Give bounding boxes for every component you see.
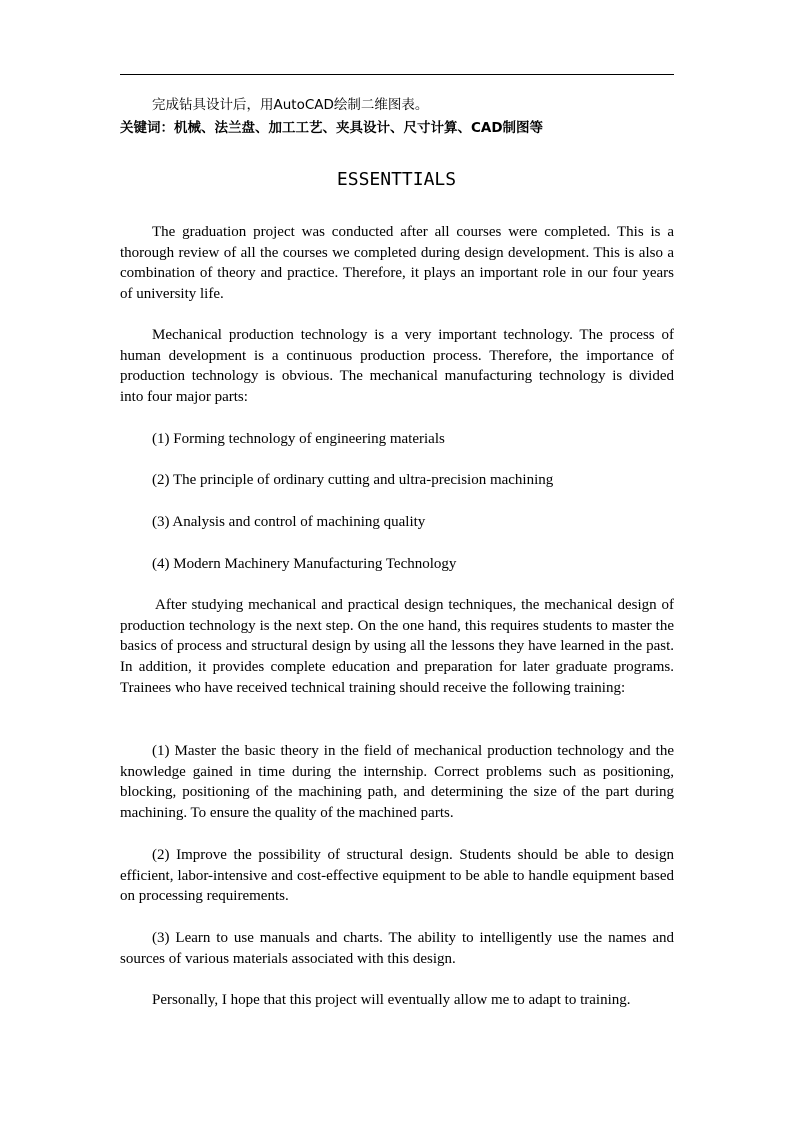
list-item: (1) Forming technology of engineering materials xyxy=(152,431,445,447)
list-item: (2) The principle of ordinary cutting and ultra-precision machining xyxy=(152,472,554,488)
paragraph-closing: Personally, I hope that this project will eventually allow me to adapt to training. xyxy=(152,992,631,1008)
paragraph-training-3: (3) Learn to use manuals and charts. The ability to intelligently use the names and sources of various materials associated with this design. xyxy=(120,930,674,967)
header-rule xyxy=(120,74,674,75)
list-item: (3) Analysis and control of machining quality xyxy=(152,514,426,530)
paragraph-design: After studying mechanical and practical design techniques, the mechanical design of production technology is the next step. On the one hand, this requires students to master the basics of process and structural design by using all the lessons they have learned in the past. In addition, it provides complete education and preparation for later graduate programs. Trainees who have received technical training should receive the following training: xyxy=(120,597,674,696)
chinese-keywords-line: 关键词：机械、法兰盘、加工工艺、夹具设计、尺寸计算、CAD制图等 xyxy=(120,120,544,136)
paragraph-training-1: (1) Master the basic theory in the field of mechanical production technology and the knowledge gained in time during the internship. Correct problems such as positioning, blocking, positioning of the machining path, and determining the size of the part during machining. To ensure the quality of the machined parts. xyxy=(120,743,674,822)
list-item: (4) Modern Machinery Manufacturing Technology xyxy=(152,556,457,572)
paragraph-training-2: (2) Improve the possibility of structural design. Students should be able to design efficient, labor-intensive and cost-effective equipment to be able to handle equipment based on processing requirements. xyxy=(120,847,674,905)
paragraph-technology: Mechanical production technology is a very important technology. The process of human development is a continuous production process. Therefore, the importance of production technology is obvious. The mechanical manufacturing technology is divided into four major parts: xyxy=(120,327,674,406)
paragraph-intro: The graduation project was conducted after all courses were completed. This is a thorough review of all the courses we completed during design development. This is also a combination of theory and practice. Therefore, it plays an important role in our four years of university life. xyxy=(120,224,674,303)
page-title: ESSENTTIALS xyxy=(336,169,457,190)
chinese-intro-line: 完成钻具设计后，用AutoCAD绘制二维图表。 xyxy=(152,97,429,113)
